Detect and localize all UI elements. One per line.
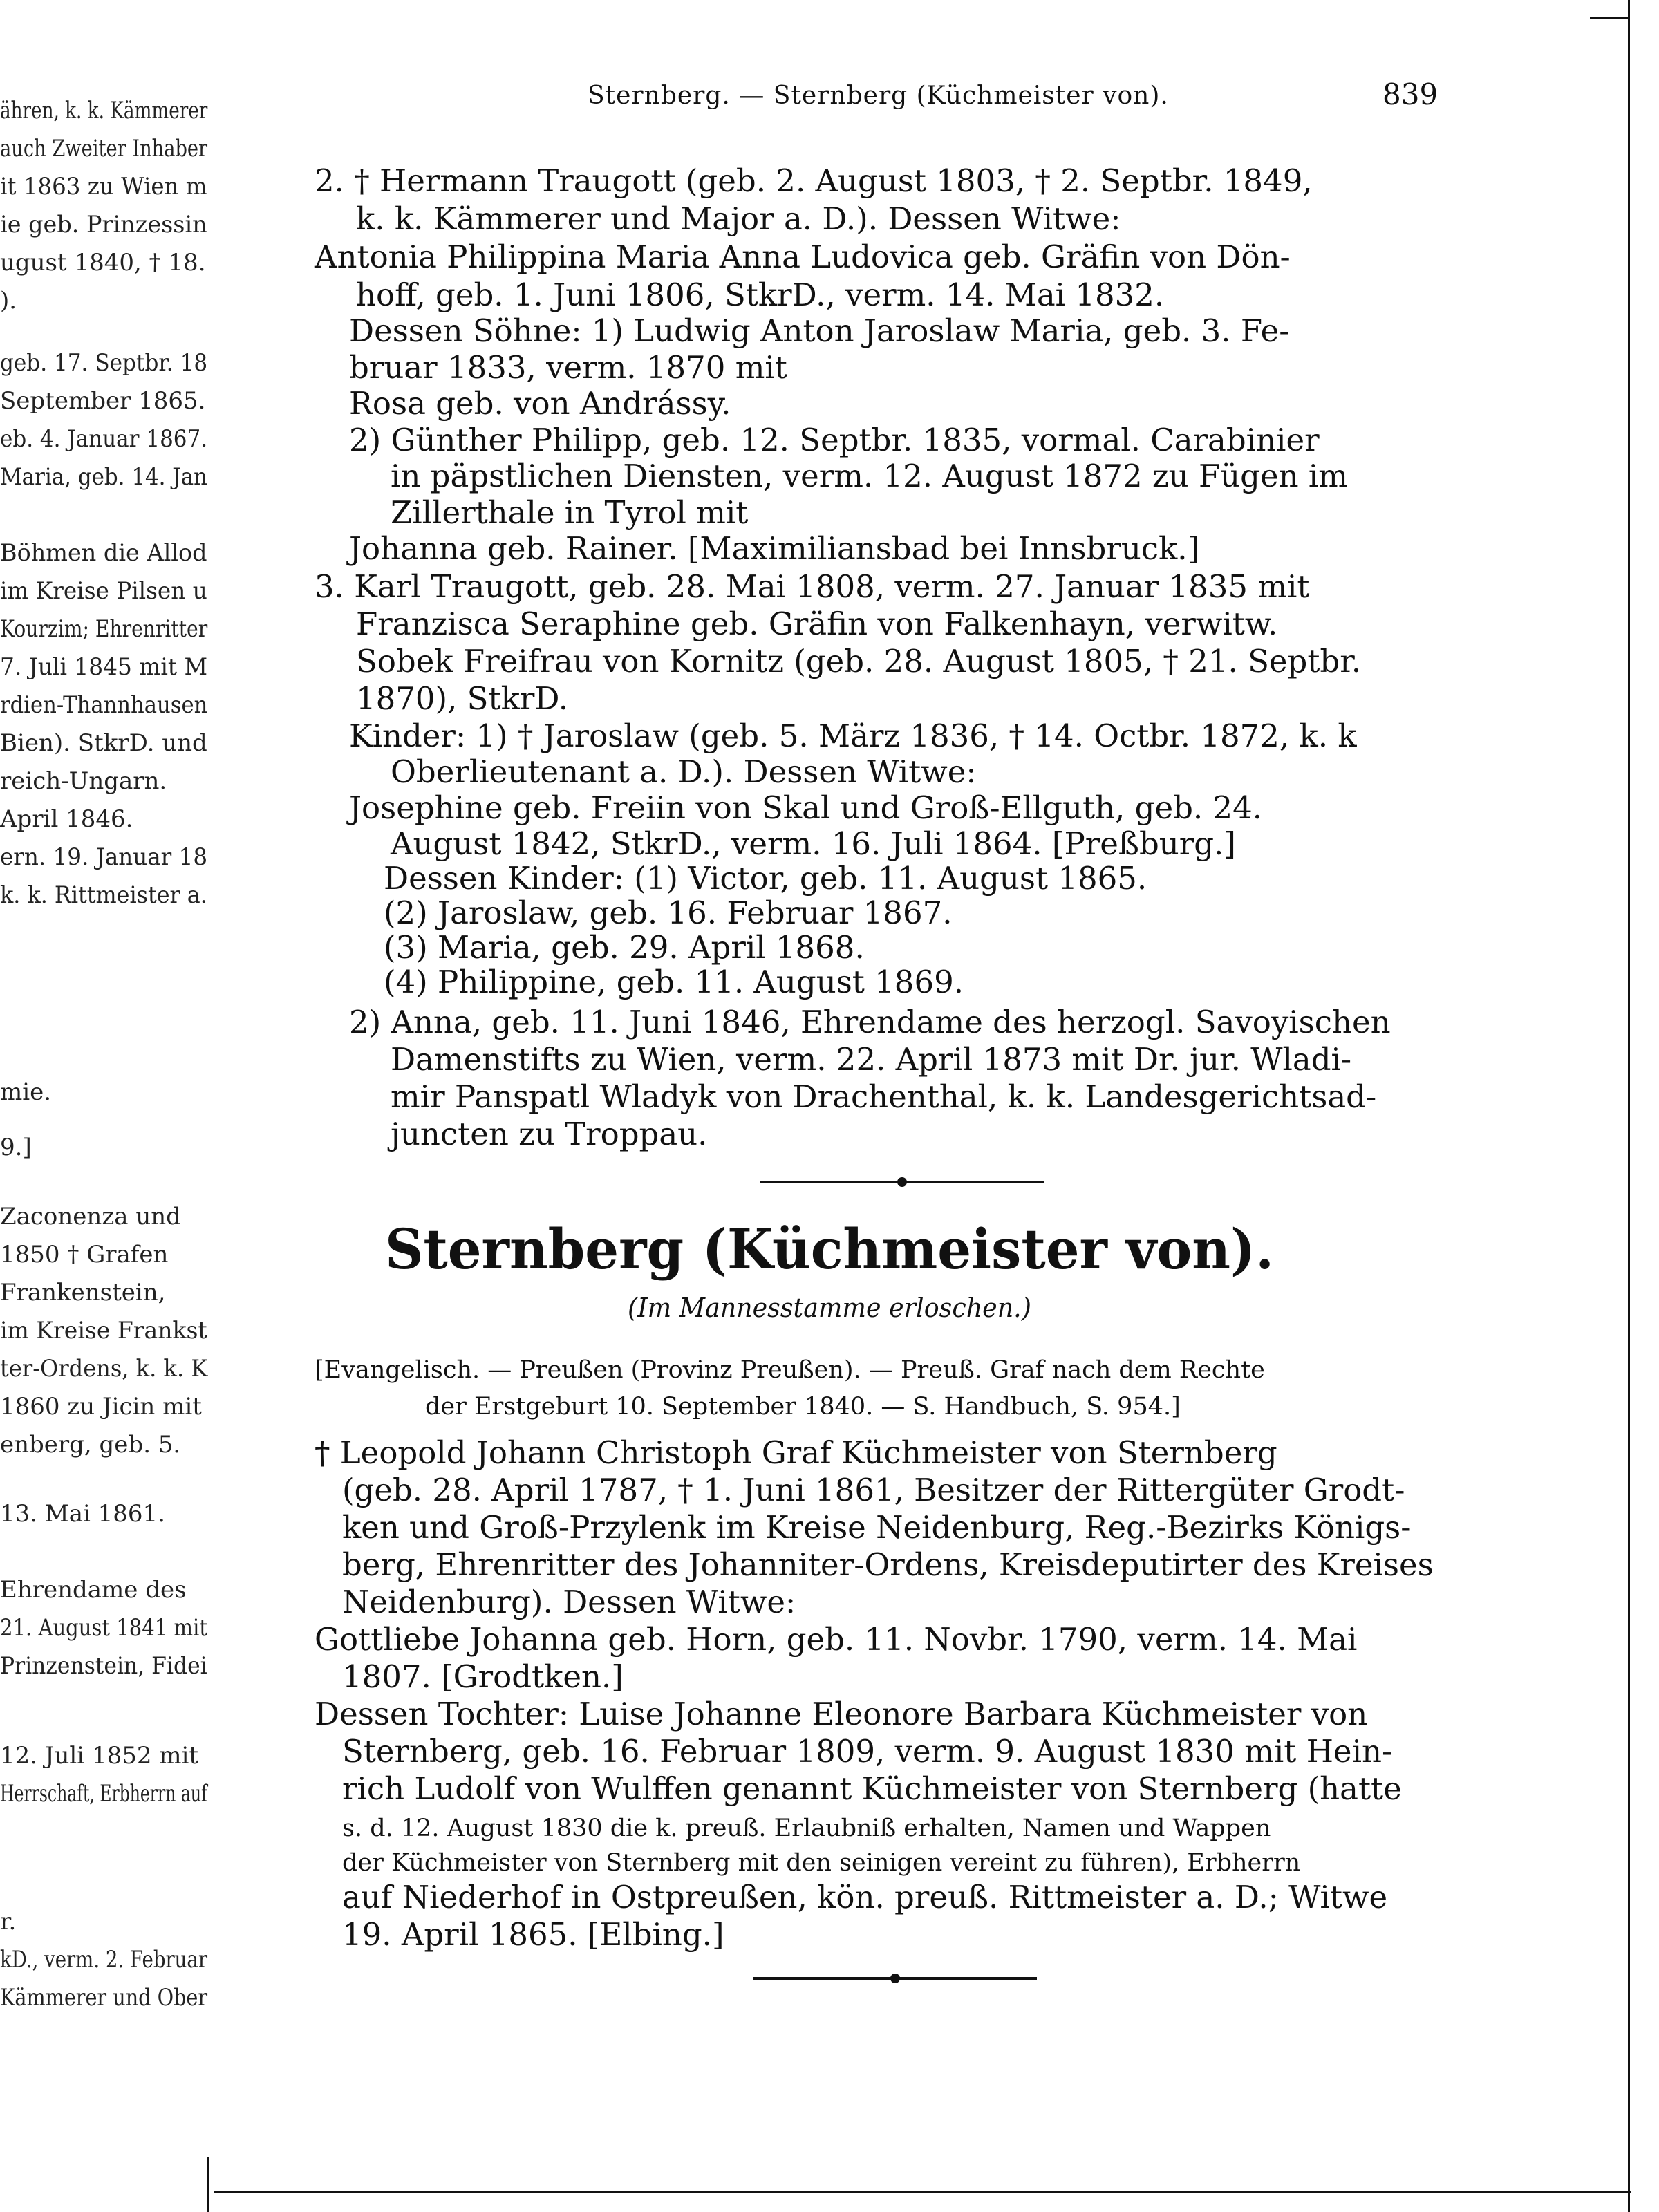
margin-line: ie geb. Prinzessin bbox=[0, 211, 207, 238]
entry-line: Rosa geb. von Andrássy. bbox=[349, 385, 731, 422]
margin-line: it 1863 zu Wien m bbox=[0, 173, 207, 200]
margin-line: Kourzim; Ehrenritter bbox=[0, 615, 208, 643]
entry-line: Neidenburg). Dessen Witwe: bbox=[342, 1584, 796, 1620]
margin-line: 21. August 1841 mit bbox=[0, 1614, 208, 1642]
margin-line: Bien). StkrD. und bbox=[0, 729, 207, 757]
left-margin-bleed bbox=[0, 97, 214, 2088]
margin-line: reich-Ungarn. bbox=[0, 767, 167, 795]
page-edge-left-bottom bbox=[207, 2157, 209, 2212]
margin-line: rdien-Thannhausen bbox=[0, 691, 208, 719]
entry-line: ken und Groß-Przylenk im Kreise Neidenburg, Reg.-Bezirks Königs- bbox=[342, 1509, 1412, 1546]
ornamental-divider-dot bbox=[897, 1177, 907, 1187]
margin-line: mie. bbox=[0, 1078, 52, 1106]
entry-line: Damenstifts zu Wien, verm. 22. April 1873 mit Dr. jur. Wladi- bbox=[391, 1041, 1352, 1078]
entry-line: (4) Philippine, geb. 11. August 1869. bbox=[384, 964, 964, 1000]
margin-line: ). bbox=[0, 287, 17, 315]
entry-line: s. d. 12. August 1830 die k. preuß. Erlaubniß erhalten, Namen und Wappen bbox=[342, 1815, 1271, 1842]
entry-line: (geb. 28. April 1787, † 1. Juni 1861, Besitzer der Rittergüter Grodt- bbox=[342, 1472, 1405, 1508]
entry-line: auf Niederhof in Ostpreußen, kön. preuß. Rittmeister a. D.; Witwe bbox=[342, 1879, 1388, 1915]
margin-line: ähren, k. k. Kämmerer bbox=[0, 97, 208, 124]
entry-line: rich Ludolf von Wulffen genannt Küchmeister von Sternberg (hatte bbox=[342, 1770, 1402, 1807]
margin-line: ugust 1840, † 18. bbox=[0, 249, 206, 276]
entry-line: August 1842, StkrD., verm. 16. Juli 1864. [Preßburg.] bbox=[391, 825, 1236, 862]
entry-line: Oberlieutenant a. D.). Dessen Witwe: bbox=[391, 753, 977, 790]
entry-line: 2) Anna, geb. 11. Juni 1846, Ehrendame des herzogl. Savoyischen bbox=[349, 1004, 1391, 1040]
entry-line: k. k. Kämmerer und Major a. D.). Dessen Witwe: bbox=[356, 200, 1121, 237]
page-edge-bottom bbox=[214, 2191, 1631, 2193]
entry-line: 1807. [Grodtken.] bbox=[342, 1658, 624, 1695]
margin-line: Herrschaft, Erbherrn auf bbox=[0, 1780, 207, 1808]
margin-line: Zaconenza und bbox=[0, 1203, 181, 1230]
margin-line: Böhmen die Allod bbox=[0, 539, 207, 567]
entry-line: 2) Günther Philipp, geb. 12. Septbr. 1835, vormal. Carabinier bbox=[349, 422, 1320, 458]
entry-line: mir Panspatl Wladyk von Drachenthal, k. k. Landesgerichtsad- bbox=[391, 1078, 1377, 1115]
entry-line: der Küchmeister von Sternberg mit den seinigen vereint zu führen), Erbherrn bbox=[342, 1849, 1301, 1877]
entry-line: Dessen Tochter: Luise Johanne Eleonore Barbara Küchmeister von bbox=[315, 1696, 1368, 1732]
margin-line: Frankenstein, bbox=[0, 1279, 166, 1306]
margin-line: April 1846. bbox=[0, 805, 133, 833]
entry-line: in päpstlichen Diensten, verm. 12. August 1872 zu Fügen im bbox=[391, 458, 1348, 494]
margin-line: 7. Juli 1845 mit M bbox=[0, 653, 208, 681]
info-line: der Erstgeburt 10. September 1840. — S. Handbuch, S. 954.] bbox=[425, 1393, 1181, 1421]
entry-line: 2. † Hermann Traugott (geb. 2. August 1803, † 2. Septbr. 1849, bbox=[315, 162, 1313, 199]
entry-line: hoff, geb. 1. Juni 1806, StkrD., verm. 14. Mai 1832. bbox=[356, 276, 1165, 313]
margin-line: enberg, geb. 5. bbox=[0, 1431, 181, 1459]
entry-line: 3. Karl Traugott, geb. 28. Mai 1808, verm. 27. Januar 1835 mit bbox=[315, 568, 1310, 605]
entry-line: Dessen Kinder: (1) Victor, geb. 11. August 1865. bbox=[384, 860, 1147, 897]
entry-line: Antonia Philippina Maria Anna Ludovica geb. Gräfin von Dön- bbox=[315, 238, 1291, 275]
margin-line: Prinzenstein, Fidei bbox=[0, 1652, 207, 1680]
entry-line: juncten zu Troppau. bbox=[391, 1116, 708, 1152]
margin-line: geb. 17. Septbr. 18 bbox=[0, 349, 208, 377]
margin-line: Ehrendame des bbox=[0, 1576, 187, 1604]
margin-line: k. k. Rittmeister a. bbox=[0, 881, 207, 909]
ornamental-divider-dot bbox=[890, 1974, 900, 1983]
entry-line: Dessen Söhne: 1) Ludwig Anton Jaroslaw Maria, geb. 3. Fe- bbox=[349, 312, 1290, 349]
entry-line: Johanna geb. Rainer. [Maximiliansbad bei Innsbruck.] bbox=[349, 530, 1200, 567]
margin-line: ern. 19. Januar 18 bbox=[0, 843, 208, 871]
entry-line: 19. April 1865. [Elbing.] bbox=[342, 1916, 724, 1953]
margin-line: 12. Juli 1852 mit bbox=[0, 1742, 199, 1770]
entry-line: bruar 1833, verm. 1870 mit bbox=[349, 349, 787, 386]
margin-line: Kämmerer und Ober bbox=[0, 1984, 208, 2012]
info-line: [Evangelisch. — Preußen (Provinz Preußen). — Preuß. Graf nach dem Rechte bbox=[315, 1356, 1265, 1384]
page-edge-top-tick bbox=[1590, 17, 1628, 19]
running-head: Sternberg. — Sternberg (Küchmeister von). bbox=[588, 82, 1169, 110]
margin-line: September 1865. bbox=[0, 387, 206, 415]
page-edge-right bbox=[1628, 0, 1630, 2212]
section-subtitle: (Im Mannesstamme erloschen.) bbox=[628, 1293, 1031, 1323]
margin-line: Maria, geb. 14. Jan bbox=[0, 463, 208, 491]
margin-line: ter-Ordens, k. k. K bbox=[0, 1355, 208, 1382]
margin-line: im Kreise Frankst bbox=[0, 1317, 207, 1344]
entry-line: Josephine geb. Freiin von Skal und Groß-Ellguth, geb. 24. bbox=[349, 789, 1263, 826]
entry-line: Zillerthale in Tyrol mit bbox=[391, 494, 749, 531]
margin-line: im Kreise Pilsen u bbox=[0, 577, 207, 605]
margin-line: auch Zweiter Inhaber bbox=[0, 135, 208, 162]
entry-line: (3) Maria, geb. 29. April 1868. bbox=[384, 929, 865, 966]
entry-line: Gottliebe Johanna geb. Horn, geb. 11. Novbr. 1790, verm. 14. Mai bbox=[315, 1621, 1358, 1658]
entry-line: Franzisca Seraphine geb. Gräfin von Falkenhayn, verwitw. bbox=[356, 606, 1278, 642]
entry-line: Sobek Freifrau von Kornitz (geb. 28. August 1805, † 21. Septbr. bbox=[356, 643, 1362, 679]
margin-line: r. bbox=[0, 1908, 17, 1936]
section-title: Sternberg (Küchmeister von). bbox=[384, 1217, 1274, 1282]
margin-line: 1850 † Grafen bbox=[0, 1241, 169, 1268]
entry-line: (2) Jaroslaw, geb. 16. Februar 1867. bbox=[384, 894, 953, 931]
entry-line: † Leopold Johann Christoph Graf Küchmeister von Sternberg bbox=[315, 1434, 1277, 1471]
margin-line: kD., verm. 2. Februar bbox=[0, 1946, 208, 1974]
margin-line: 13. Mai 1861. bbox=[0, 1500, 165, 1528]
entry-line: berg, Ehrenritter des Johanniter-Ordens, Kreisdeputirter des Kreises bbox=[342, 1546, 1434, 1583]
margin-line: 9.] bbox=[0, 1134, 32, 1161]
entry-line: Sternberg, geb. 16. Februar 1809, verm. 9. August 1830 mit Hein- bbox=[342, 1733, 1393, 1770]
entry-line: 1870), StkrD. bbox=[356, 680, 569, 717]
margin-line: eb. 4. Januar 1867. bbox=[0, 425, 208, 453]
entry-line: Kinder: 1) † Jaroslaw (geb. 5. März 1836, † 14. Octbr. 1872, k. k bbox=[349, 718, 1357, 754]
page-number: 839 bbox=[1382, 77, 1438, 111]
margin-line: 1860 zu Jicin mit bbox=[0, 1393, 202, 1421]
